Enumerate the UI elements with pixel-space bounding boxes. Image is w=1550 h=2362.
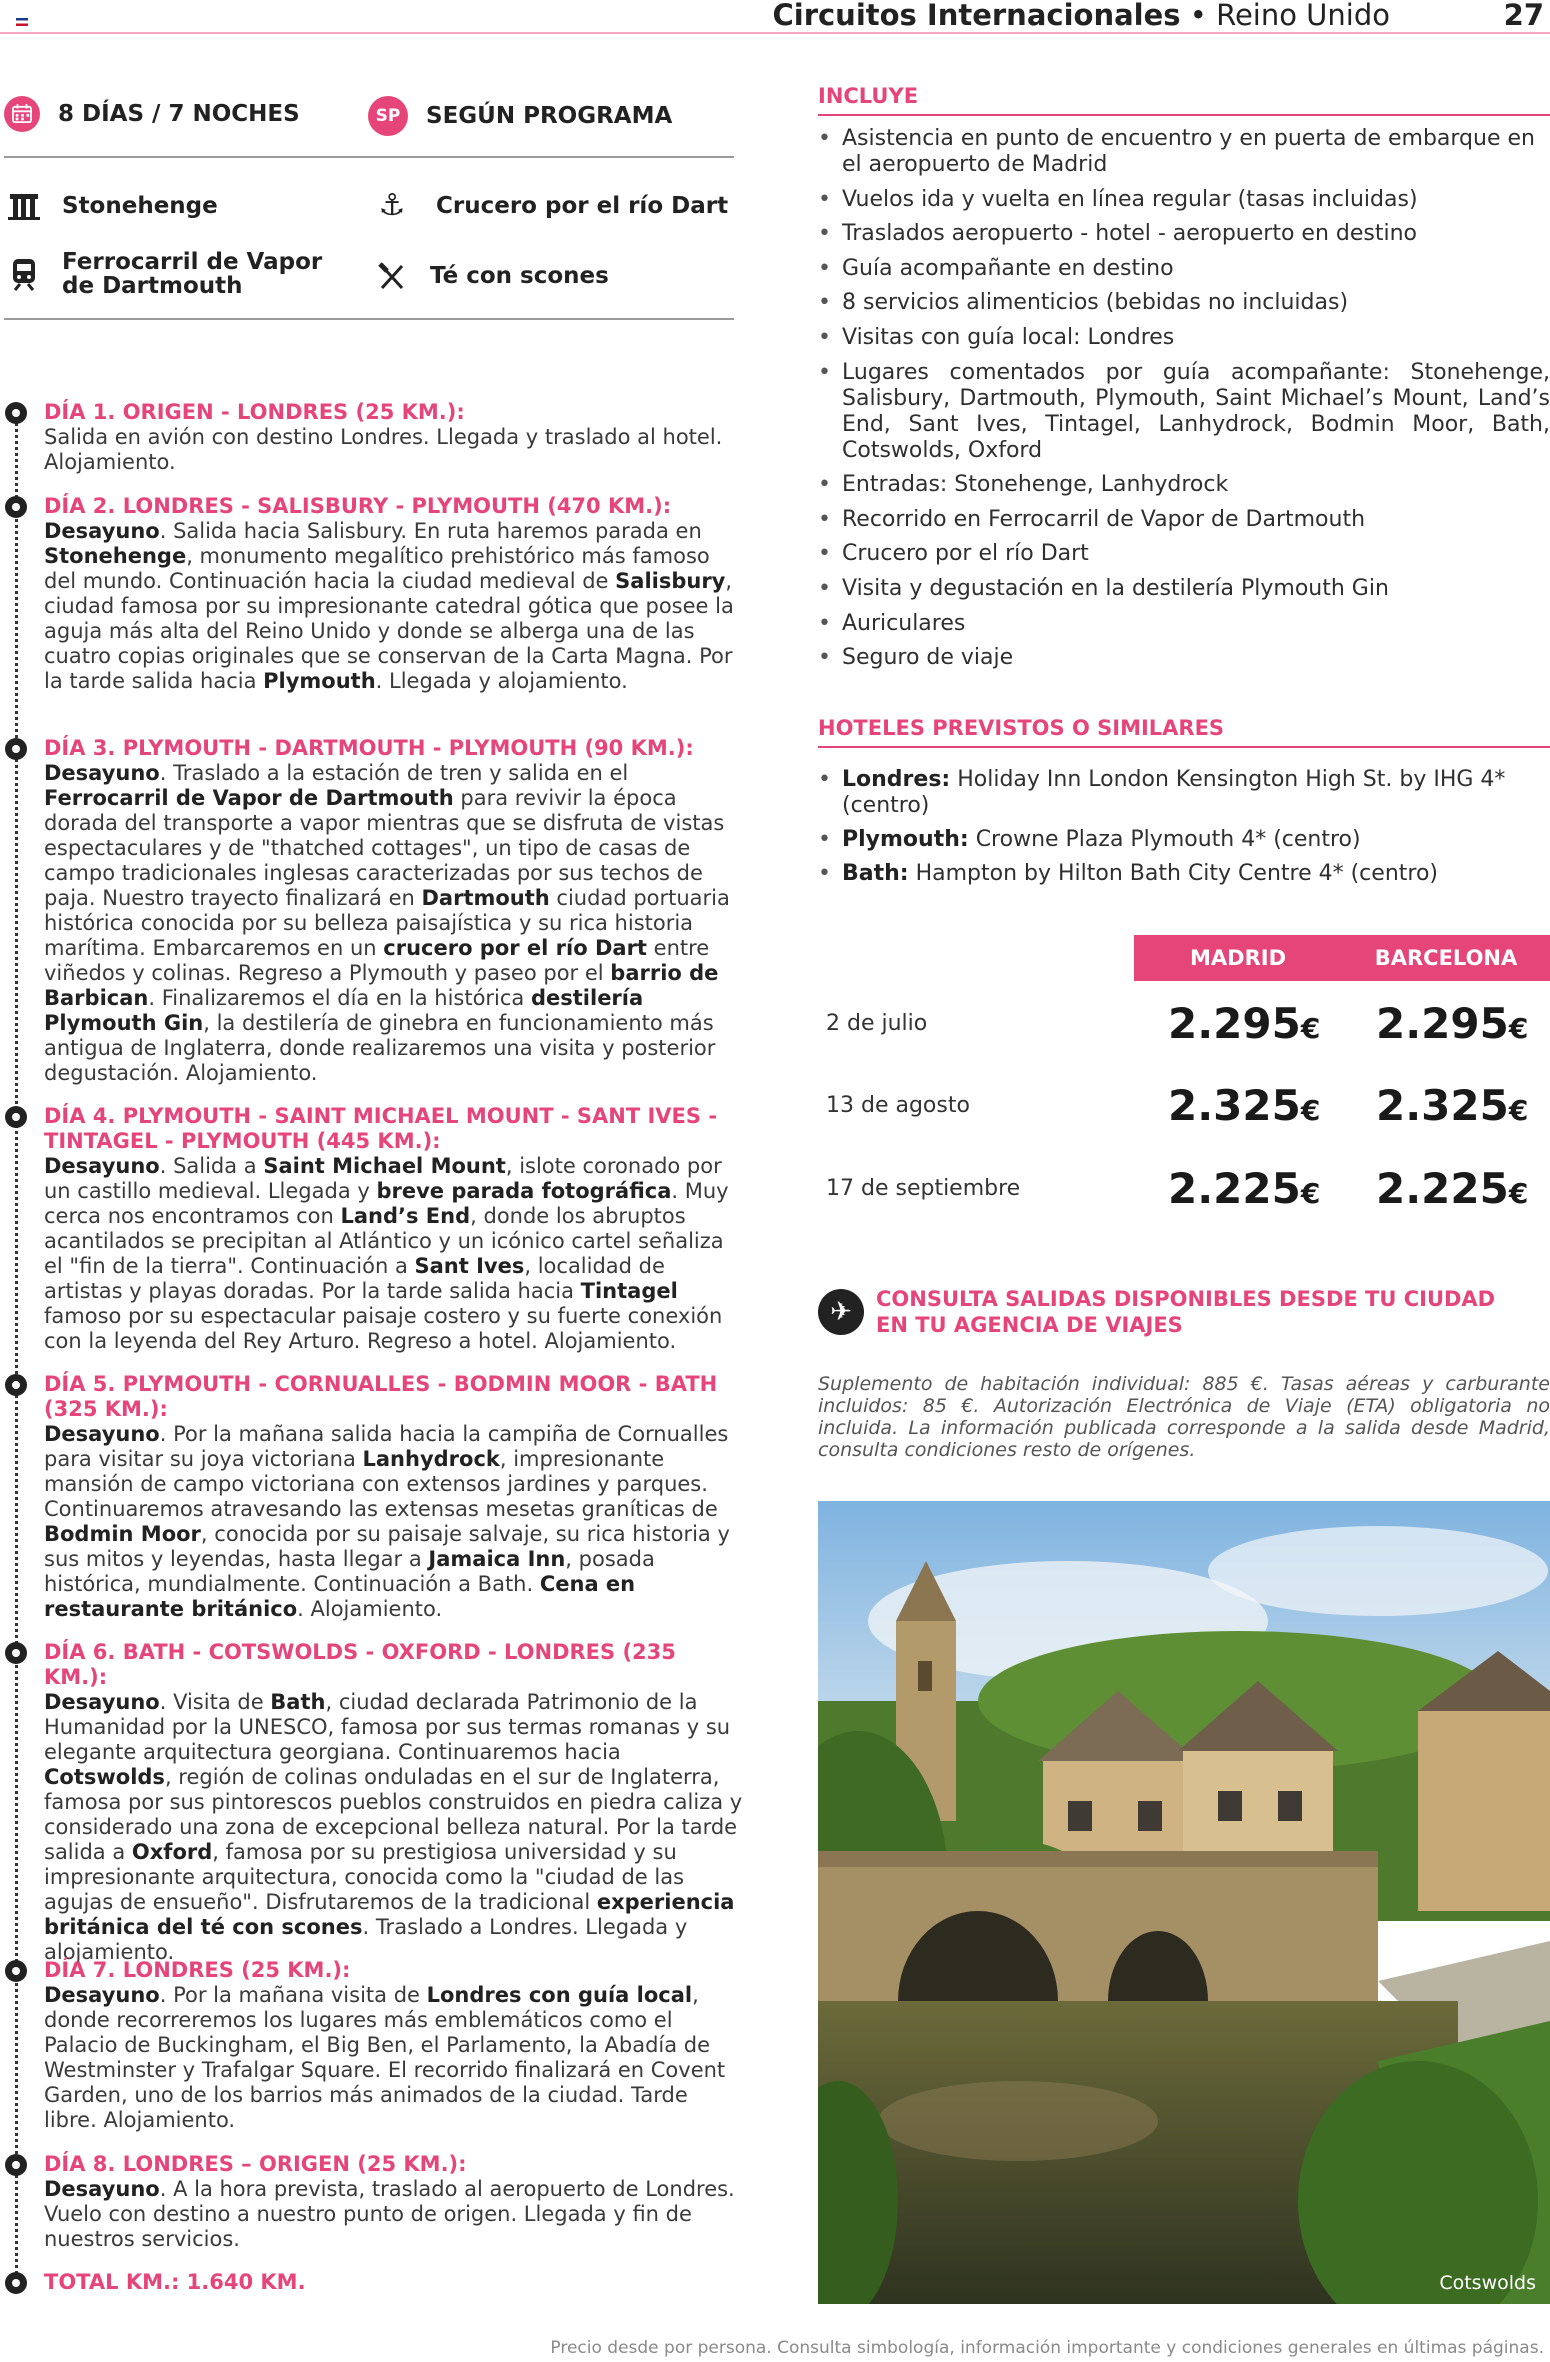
itinerary-timeline bbox=[15, 412, 18, 2280]
list-item: • Guía acompañante en destino bbox=[818, 256, 1550, 282]
day-description: Desayuno. Salida a Saint Michael Mount, islote coronado por un castillo medieval. Llegada y breve parada fotográfica. Muy cerca nos encontramos con Land’s End, donde los abruptos acantilados se precipitan al Atlántico y un icónico cartel señaliza el "fin de la tierra". Continuación a Sant Ives, localidad de artistas y playas doradas. Por la tarde salida hacia Tintagel famoso por su espectacular paisaje costero y su fuerte conexión con la leyenda del Rey Arturo. Regreso a hotel. Alojamiento. bbox=[44, 1154, 729, 1353]
day-marker bbox=[5, 402, 27, 424]
day-marker bbox=[5, 1374, 27, 1396]
day-8 bbox=[44, 2152, 744, 2252]
day-3 bbox=[44, 736, 744, 1086]
day-description: Desayuno. Visita de Bath, ciudad declarada Patrimonio de la Humanidad por la UNESCO, famosa por sus termas romanas y su elegante arquitectura georgiana. Continuaremos hacia Cotswolds, región de colinas onduladas en el sur de Inglaterra, famosa por sus pintorescos pueblos construidos en piedra caliza y considerado una zona de excepcional belleza natural. Por la tarde salida a Oxford, famosa por su prestigiosa universidad y su impresionante arquitectura, conocida como la "ciudad de las agujas de ensueño". Disfrutaremos de la tradicional experiencia británica del té con scones. Traslado a Londres. Llegada y alojamiento. bbox=[44, 1690, 743, 1964]
sp-badge-icon bbox=[368, 96, 408, 136]
anchor-icon: ⚓ bbox=[378, 188, 406, 223]
feature-stonehenge bbox=[4, 186, 218, 226]
day-description: Desayuno. Salida hacia Salisbury. En ruta haremos parada en Stonehenge, monumento megalítico prehistórico más famoso del mundo. Continuación hacia la ciudad medieval de Salisbury, ciudad famosa por su impresionante catedral gótica que posee la aguja más alta del Reino Unido y donde se alberga una de las cuatro copias originales que se conservan de la Carta Magna. Por la tarde salida hacia Plymouth. Llegada y alojamiento. bbox=[44, 519, 734, 693]
supplement-note: Suplemento de habitación individual: 885 €. Tasas aéreas y carburante incluidos: 85 €. Autorización Electrónica de Viaje (ETA) obligatoria no incluida. La información publicada corresponde a la salida desde Madrid, consulta condiciones resto de orígenes. bbox=[818, 1373, 1550, 1461]
day-title: DÍA 3. PLYMOUTH - DARTMOUTH - PLYMOUTH (90 KM.): bbox=[44, 736, 694, 760]
duration-label: 8 DÍAS / 7 NOCHES bbox=[58, 101, 300, 127]
day-title: DÍA 1. ORIGEN - LONDRES (25 KM.): bbox=[44, 400, 465, 424]
program-label: SEGÚN PROGRAMA bbox=[426, 103, 673, 129]
day-marker bbox=[5, 738, 27, 760]
price-madrid: 2.295€ bbox=[1168, 999, 1321, 1048]
consulta-text: CONSULTA SALIDAS DISPONIBLES DESDE TU CIUDAD EN TU AGENCIA DE VIAJES bbox=[876, 1287, 1496, 1337]
day-1 bbox=[44, 400, 744, 475]
day-title: DÍA 7. LONDRES (25 KM.): bbox=[44, 1958, 351, 1982]
divider bbox=[4, 318, 734, 320]
list-item: • 8 servicios alimenticios (bebidas no incluidas) bbox=[818, 290, 1550, 316]
list-item: • Seguro de viaje bbox=[818, 645, 1550, 671]
price-row bbox=[818, 1148, 1550, 1230]
departure-date: 17 de septiembre bbox=[826, 1176, 1021, 1201]
feature-te bbox=[372, 256, 609, 296]
page-header bbox=[0, 0, 1550, 34]
cotswolds-photo bbox=[818, 1501, 1550, 2304]
page-number: 27 bbox=[1503, 0, 1544, 32]
feature-ferrocarril bbox=[4, 250, 322, 298]
airplane-icon: ✈ bbox=[818, 1289, 864, 1335]
price-barcelona: 2.225€ bbox=[1376, 1164, 1529, 1213]
monument-icon bbox=[4, 186, 44, 226]
consulta-banner bbox=[818, 1286, 1550, 1338]
divider bbox=[4, 156, 734, 158]
list-item: • Vuelos ida y vuelta en línea regular (tasas incluidas) bbox=[818, 187, 1550, 213]
day-marker bbox=[5, 1960, 27, 1982]
list-item: • Crucero por el río Dart bbox=[818, 541, 1550, 567]
day-marker bbox=[5, 496, 27, 518]
day-description: Desayuno. A la hora prevista, traslado al aeropuerto de Londres. Vuelo con destino a nuestro punto de origen. Llegada y fin de nuestros servicios. bbox=[44, 2177, 735, 2251]
list-item: • Visita y degustación en la destilería Plymouth Gin bbox=[818, 576, 1550, 602]
list-item: • Traslados aeropuerto - hotel - aeropuerto en destino bbox=[818, 221, 1550, 247]
section-title: Circuitos Internacionales • Reino Unido bbox=[772, 0, 1390, 32]
program bbox=[368, 96, 672, 136]
day-4 bbox=[44, 1104, 744, 1354]
total-km bbox=[44, 2270, 744, 2295]
includes-list bbox=[818, 126, 1550, 680]
feature-label: Crucero por el río Dart bbox=[436, 193, 729, 219]
feature-label: Té con scones bbox=[430, 263, 609, 289]
day-description: Desayuno. Por la mañana salida hacia la campiña de Cornualles para visitar su joya victoriana Lanhydrock, impresionante mansión de campo victoriana con extensos jardines y parques. Continuaremos atravesando las extensas mesetas graníticas de Bodmin Moor, conocida por su paisaje salvaje, su rica historia y sus mitos y leyendas, hasta llegar a Jamaica Inn, posada histórica, mundialmente. Continuación a Bath. Cena en restaurante británico. Alojamiento. bbox=[44, 1422, 730, 1621]
day-marker bbox=[5, 2154, 27, 2176]
photo-caption: Cotswolds bbox=[1439, 2272, 1536, 2294]
list-item: • Entradas: Stonehenge, Lanhydrock bbox=[818, 472, 1550, 498]
day-2 bbox=[44, 494, 744, 694]
day-description: Desayuno. Por la mañana visita de Londres con guía local, donde recorreremos los lugares más emblemáticos como el Palacio de Buckingham, el Big Ben, el Parlamento, la Abadía de Westminster y Trafalgar Square. El recorrido finalizará en Covent Garden, uno de los barrios más animados de la ciudad. Tarde libre. Alojamiento. bbox=[44, 1983, 726, 2132]
price-barcelona: 2.295€ bbox=[1376, 999, 1529, 1048]
day-title: DÍA 6. BATH - COTSWOLDS - OXFORD - LONDRES (235 KM.): bbox=[44, 1640, 676, 1689]
hotel-item: • Bath: Hampton by Hilton Bath City Centre 4* (centro) bbox=[818, 861, 1550, 887]
departure-date: 13 de agosto bbox=[826, 1093, 970, 1118]
list-item: • Asistencia en punto de encuentro y en puerta de embarque en el aeropuerto de Madrid bbox=[818, 126, 1550, 178]
footer-note: Precio desde por persona. Consulta simbología, información importante y condiciones generales en últimas páginas. bbox=[550, 2338, 1544, 2358]
day-5 bbox=[44, 1372, 744, 1622]
list-item: • Recorrido en Ferrocarril de Vapor de Dartmouth bbox=[818, 507, 1550, 533]
calendar-icon bbox=[4, 96, 40, 132]
day-7 bbox=[44, 1958, 744, 2133]
list-item: • Visitas con guía local: Londres bbox=[818, 325, 1550, 351]
price-madrid: 2.225€ bbox=[1168, 1164, 1321, 1213]
sp-badge: SP bbox=[368, 96, 408, 136]
feature-crucero bbox=[372, 186, 728, 226]
feature-label: Stonehenge bbox=[62, 193, 218, 219]
hotels-heading: HOTELES PREVISTOS O SIMILARES bbox=[818, 716, 1550, 748]
column-header-madrid: MADRID bbox=[1134, 935, 1342, 981]
uk-flag-icon bbox=[16, 18, 28, 26]
day-marker bbox=[5, 1106, 27, 1128]
total-label: TOTAL KM.: 1.640 KM. bbox=[44, 2270, 306, 2294]
departure-date: 2 de julio bbox=[826, 1011, 928, 1036]
duration bbox=[4, 96, 300, 132]
day-title: DÍA 2. LONDRES - SALISBURY - PLYMOUTH (470 KM.): bbox=[44, 494, 672, 518]
day-title: DÍA 5. PLYMOUTH - CORNUALLES - BODMIN MOOR - BATH (325 KM.): bbox=[44, 1372, 718, 1421]
hotel-item: • Londres: Holiday Inn London Kensington High St. by IHG 4* (centro) bbox=[818, 767, 1550, 819]
day-marker bbox=[5, 1642, 27, 1664]
day-description: Salida en avión con destino Londres. Llegada y traslado al hotel. Alojamiento. bbox=[44, 425, 723, 474]
price-row bbox=[818, 1065, 1550, 1147]
train-icon bbox=[4, 254, 44, 294]
price-row bbox=[818, 983, 1550, 1065]
hotel-item: • Plymouth: Crowne Plaza Plymouth 4* (centro) bbox=[818, 827, 1550, 853]
price-barcelona: 2.325€ bbox=[1376, 1081, 1529, 1130]
fork-knife-icon bbox=[372, 256, 412, 296]
includes-heading: INCLUYE bbox=[818, 84, 1550, 116]
list-item: • Lugares comentados por guía acompañante: Stonehenge, Salisbury, Dartmouth, Plymouth, Saint Michael’s Mount, Land’s End, Sant Ives, Tintagel, Lanhydrock, Bodmin Moor, Bath, Cotswolds, Oxford bbox=[818, 360, 1550, 464]
day-description: Desayuno. Traslado a la estación de tren y salida en el Ferrocarril de Vapor de Dartmouth para revivir la época dorada del transporte a vapor mientras que se disfruta de vistas espectaculares y de "thatched cottages", un tipo de casas de campo tradicionales inglesas caracterizadas por sus techos de paja. Nuestro trayecto finalizará en Dartmouth ciudad portuaria histórica conocida por su belleza paisajística y su rica historia marítima. Embarcaremos en un crucero por el río Dart entre viñedos y colinas. Regreso a Plymouth y paseo por el barrio de Barbican. Finalizaremos el día en la histórica destilería Plymouth Gin, la destilería de ginebra en funcionamiento más antigua de Inglaterra, donde realizaremos una visita y posterior degustación. Alojamiento. bbox=[44, 761, 730, 1085]
hotels-list bbox=[818, 767, 1550, 895]
day-6 bbox=[44, 1640, 744, 1965]
column-header-barcelona: BARCELONA bbox=[1342, 935, 1550, 981]
list-item: • Auriculares bbox=[818, 611, 1550, 637]
day-marker bbox=[5, 2272, 27, 2294]
day-title: DÍA 4. PLYMOUTH - SAINT MICHAEL MOUNT - SANT IVES - TINTAGEL - PLYMOUTH (445 KM.): bbox=[44, 1104, 718, 1153]
price-madrid: 2.325€ bbox=[1168, 1081, 1321, 1130]
feature-label: Ferrocarril de Vapor de Dartmouth bbox=[62, 249, 323, 299]
day-title: DÍA 8. LONDRES – ORIGEN (25 KM.): bbox=[44, 2152, 467, 2176]
